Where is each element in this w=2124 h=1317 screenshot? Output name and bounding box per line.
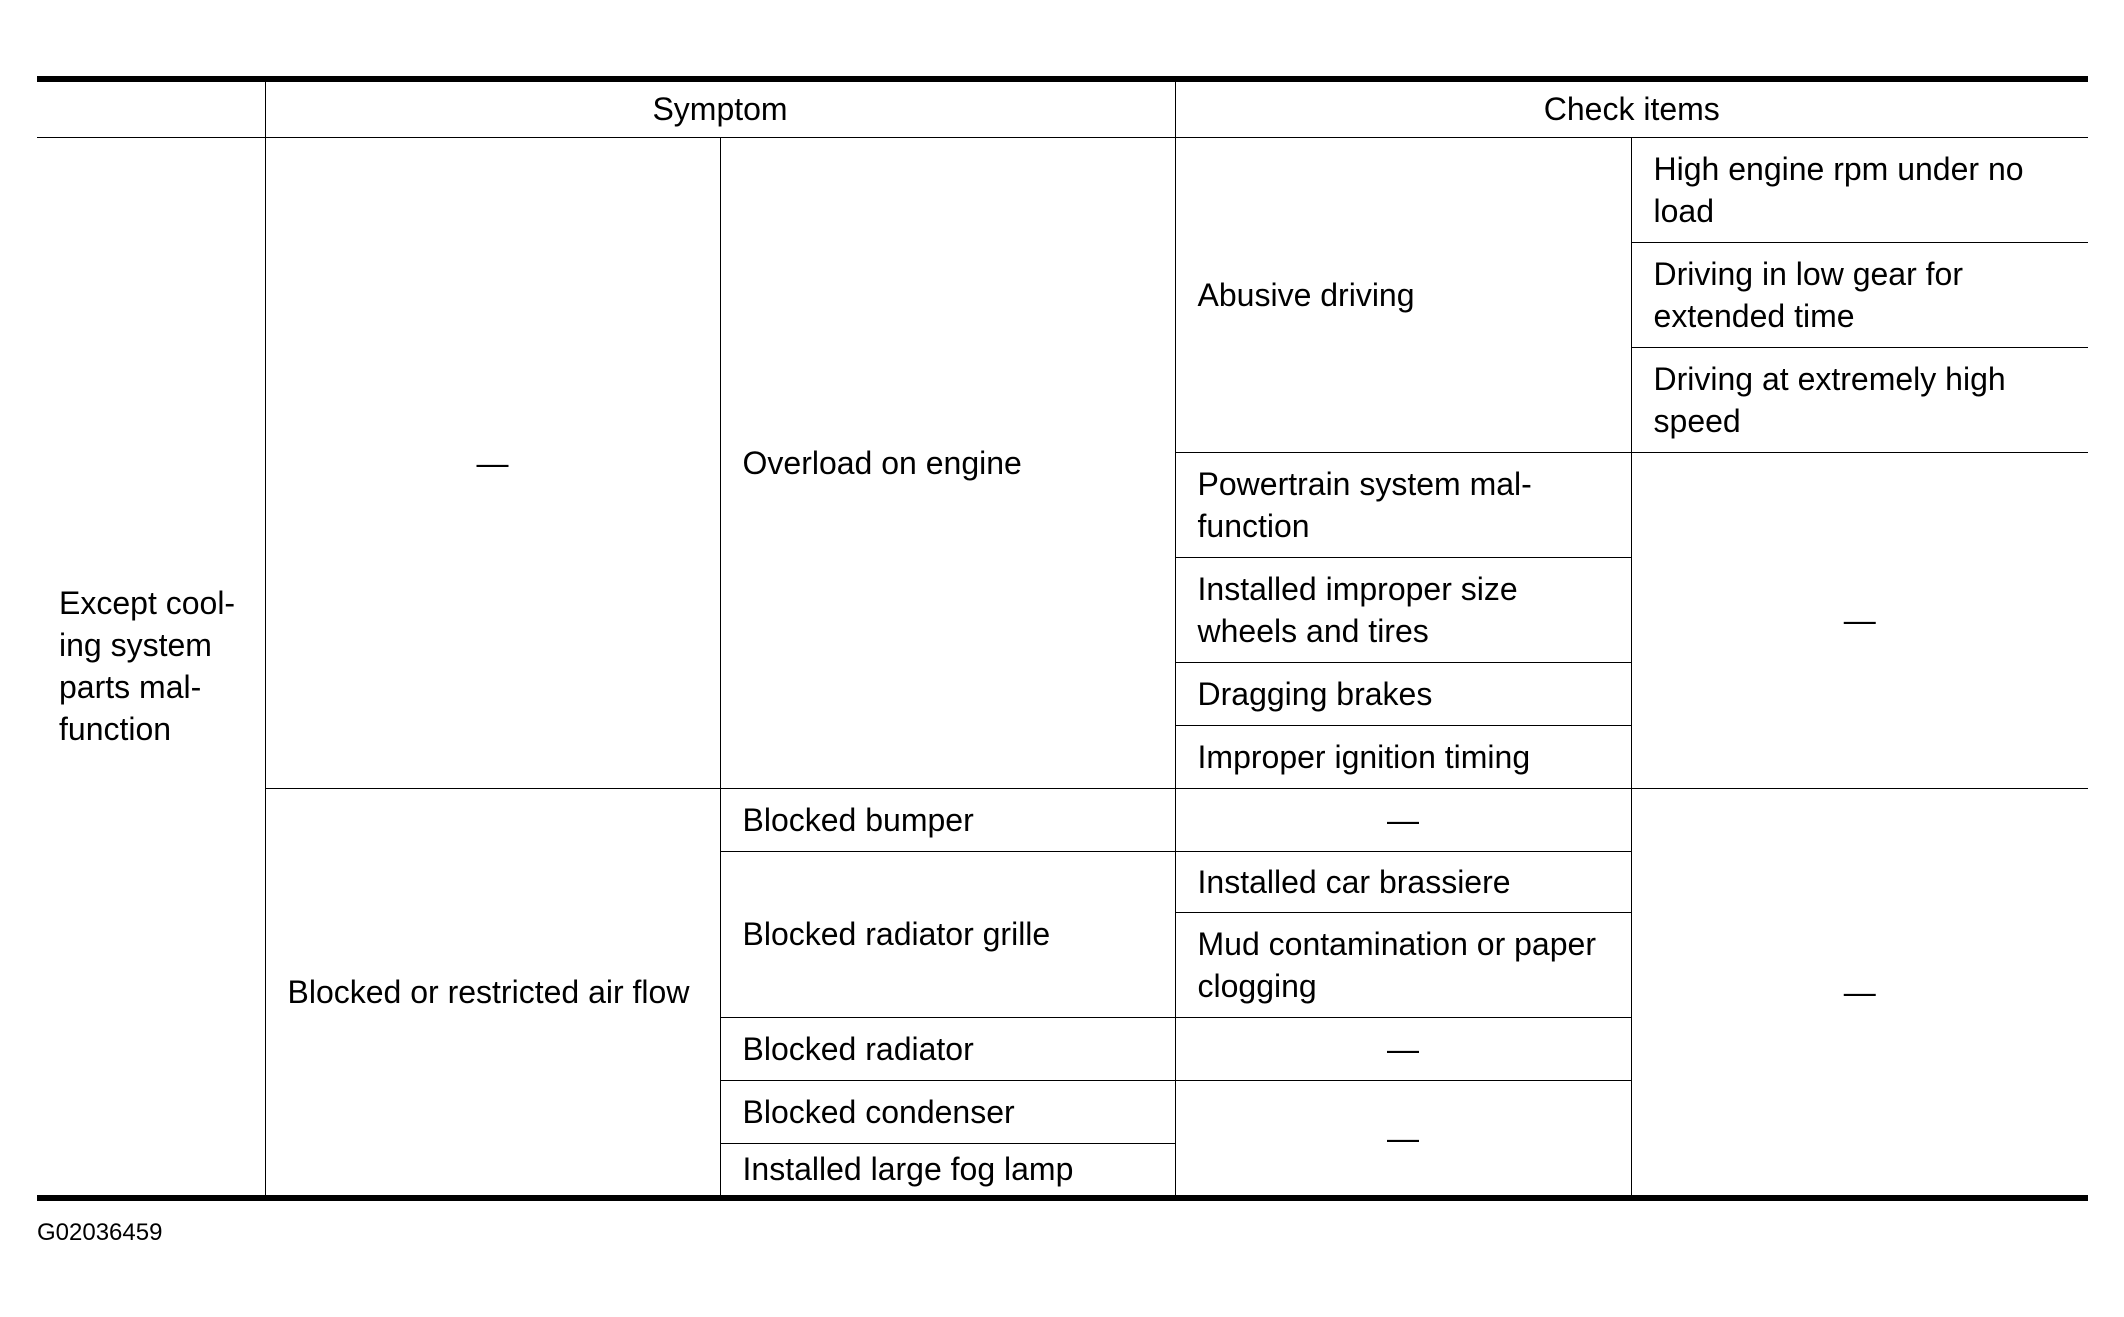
check-dash-cell: —	[1175, 788, 1631, 851]
check-item-cell: Installed improper size wheels and tires	[1175, 557, 1631, 662]
symptom-item-cell: Blocked condenser	[720, 1080, 1175, 1143]
abusive-driving-cell: Abusive driving	[1175, 137, 1631, 452]
symptom-item-cell: Blocked radiator	[720, 1017, 1175, 1080]
check-detail-dash-cell: —	[1631, 788, 2088, 1198]
check-item-cell: Powertrain system mal-function	[1175, 452, 1631, 557]
check-detail-dash-cell: —	[1631, 452, 2088, 788]
symptom-item-cell: Blocked bumper	[720, 788, 1175, 851]
image-code: G02036459	[37, 1219, 163, 1246]
table-row	[37, 137, 2088, 242]
check-detail-cell: Driving in low gear for extended time	[1631, 242, 2088, 347]
check-dash-cell: —	[1175, 1017, 1631, 1080]
table-row	[37, 788, 2088, 851]
category-cell: Except cool-ing system parts mal-function	[37, 137, 265, 1198]
symptom-header: Symptom	[265, 79, 1175, 137]
check-item-cell: Improper ignition timing	[1175, 725, 1631, 788]
check-dash-cell: —	[1175, 1080, 1631, 1198]
symptom-item-cell: Installed large fog lamp	[720, 1143, 1175, 1198]
check-item-cell: Installed car brassiere	[1175, 851, 1631, 912]
symptom-dash-cell: —	[265, 137, 720, 788]
diagnosis-table	[37, 76, 2088, 1201]
check-items-header: Check items	[1175, 79, 2088, 137]
header-row	[37, 79, 2088, 137]
header-blank-cell	[37, 79, 265, 137]
airflow-symptom-cell: Blocked or restricted air flow	[265, 788, 720, 1198]
check-item-cell: Dragging brakes	[1175, 662, 1631, 725]
check-detail-cell: High engine rpm under no load	[1631, 137, 2088, 242]
overload-cell: Overload on engine	[720, 137, 1175, 788]
check-item-cell: Mud contamination or paper clogging	[1175, 912, 1631, 1017]
check-detail-cell: Driving at extremely high speed	[1631, 347, 2088, 452]
symptom-item-cell: Blocked radiator grille	[720, 851, 1175, 1017]
